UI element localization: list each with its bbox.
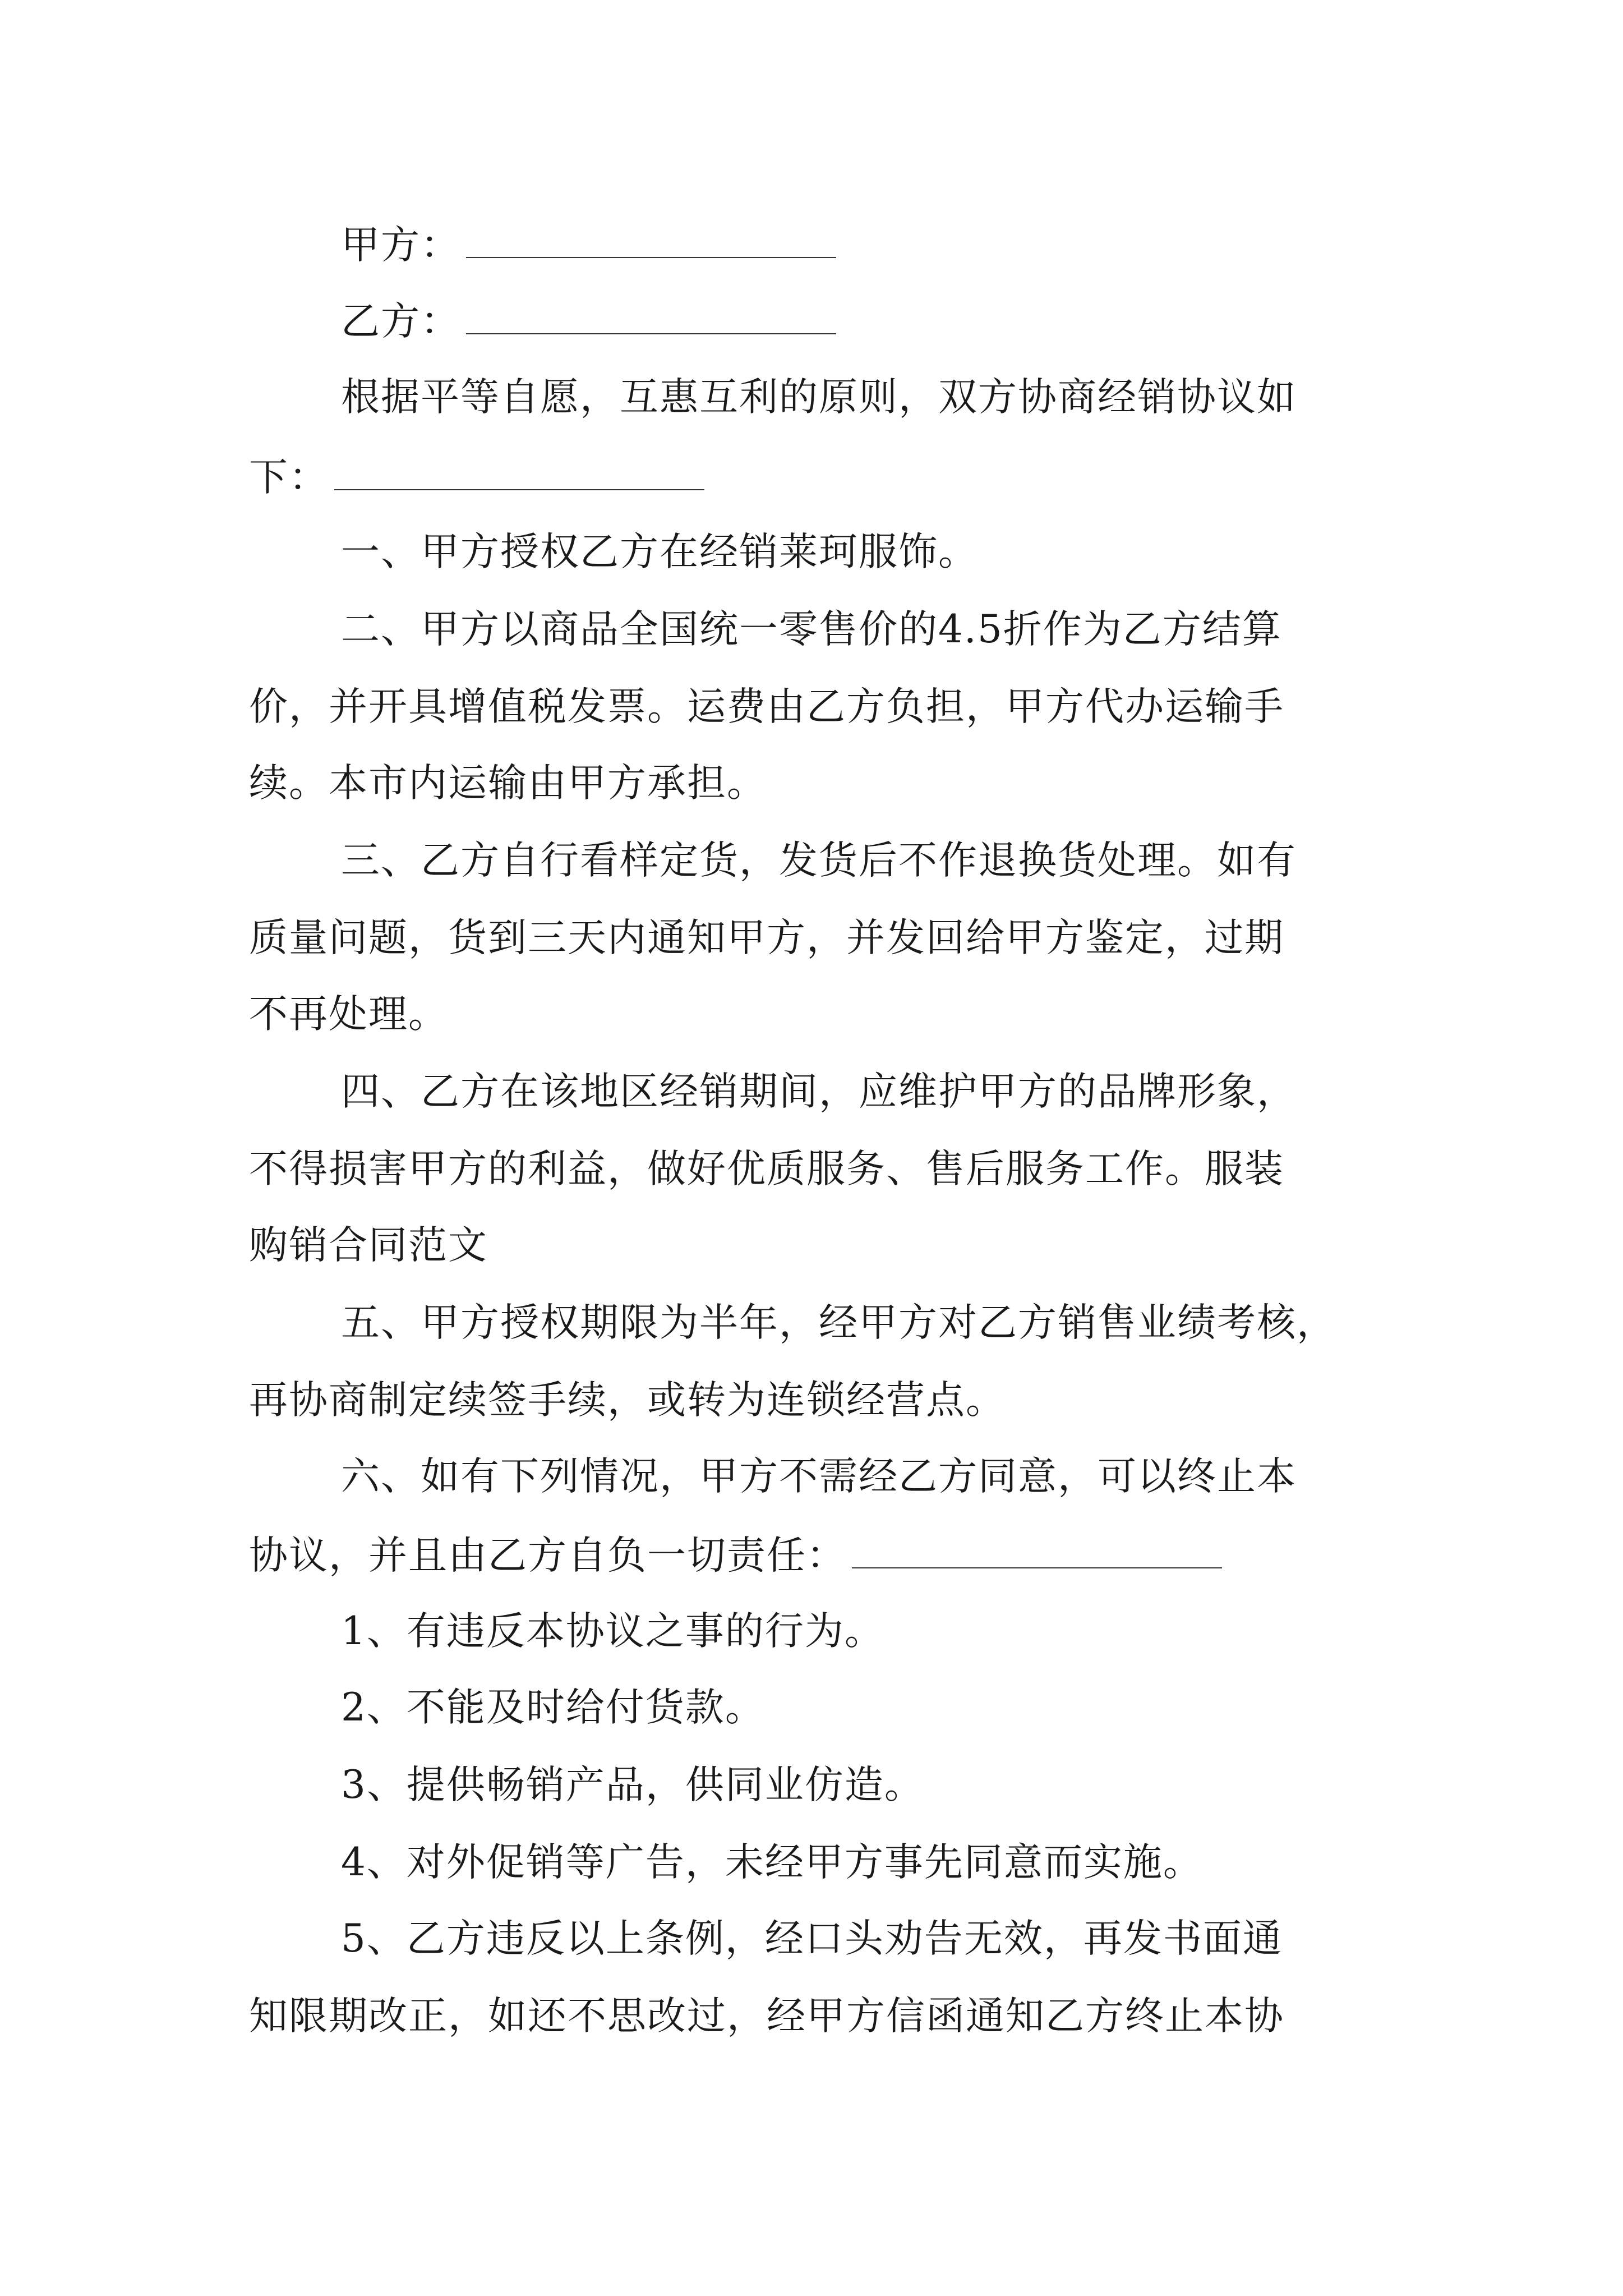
clause-2-line-1: 二、甲方以商品全国统一零售价的4.5折作为乙方结算 xyxy=(341,607,1282,652)
clause-1-line-1: 一、甲方授权乙方在经销莱珂服饰。 xyxy=(341,530,978,574)
preamble-line-2 xyxy=(249,455,704,500)
preamble-label: 下： xyxy=(249,455,329,500)
party-a-blank xyxy=(466,224,836,258)
item-5-line-2: 知限期改正，如还不思改过，经甲方信函通知乙方终止本协 xyxy=(249,1994,1284,2039)
clause-5-line-1: 五、甲方授权期限为半年，经甲方对乙方销售业绩考核， xyxy=(341,1300,1336,1345)
item-4-line: 4、对外促销等广告，未经甲方事先同意而实施。 xyxy=(341,1840,1203,1885)
clause-3-line-3: 不再处理。 xyxy=(249,992,448,1037)
preamble-line-1: 根据平等自愿，互惠互利的原则，双方协商经销协议如 xyxy=(341,375,1297,420)
party-b-line xyxy=(341,299,836,344)
party-a-line xyxy=(341,223,836,268)
clause-6-line-2 xyxy=(249,1533,1222,1578)
clause-2-line-2: 价，并开具增值税发票。运费由乙方负担，甲方代办运输手 xyxy=(249,684,1284,729)
party-b-label: 乙方： xyxy=(341,299,460,344)
item-5-line-1: 5、乙方违反以上条例，经口头劝告无效，再发书面通 xyxy=(341,1916,1283,1961)
clause-4-line-2: 不得损害甲方的利益，做好优质服务、售后服务工作。服装 xyxy=(249,1147,1284,1191)
item-2-line: 2、不能及时给付货款。 xyxy=(341,1685,765,1730)
clause-3-line-1: 三、乙方自行看样定货，发货后不作退换货处理。如有 xyxy=(341,838,1297,883)
clause-5-line-2: 再协商制定续签手续，或转为连锁经营点。 xyxy=(249,1378,1006,1423)
item-3-line: 3、提供畅销产品，供同业仿造。 xyxy=(341,1763,924,1807)
party-b-blank xyxy=(466,301,836,334)
clause-4-line-3: 购销合同范文 xyxy=(249,1223,488,1268)
clause-2-line-3: 续。本市内运输由甲方承担。 xyxy=(249,761,767,806)
item-1-line: 1、有违反本协议之事的行为。 xyxy=(341,1609,884,1654)
party-a-label: 甲方： xyxy=(341,223,460,268)
clause-6-blank xyxy=(852,1535,1222,1568)
preamble-blank xyxy=(334,457,704,490)
clause-4-line-1: 四、乙方在该地区经销期间，应维护甲方的品牌形象， xyxy=(341,1069,1297,1114)
clause-3-line-2: 质量问题，货到三天内通知甲方，并发回给甲方鉴定，过期 xyxy=(249,915,1284,960)
clause-6-line-1: 六、如有下列情况，甲方不需经乙方同意，可以终止本 xyxy=(341,1454,1297,1499)
clause-6-label: 协议，并且由乙方自负一切责任： xyxy=(249,1533,846,1578)
